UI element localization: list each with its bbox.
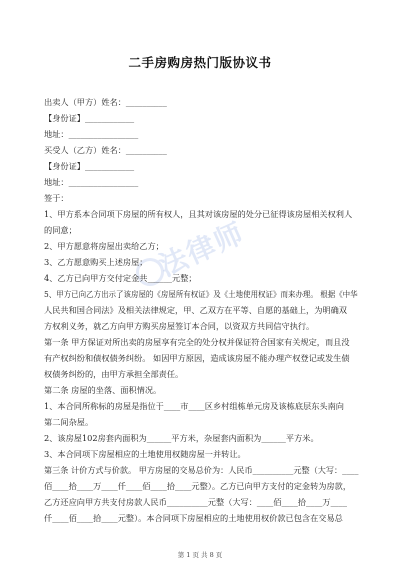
buyer-address-line: 地址：_________________ [44, 177, 139, 187]
clause-line: 2、甲方愿意将房屋出卖给乙方； [44, 241, 164, 251]
clause-line: 权债务纠纷的，由甲方承担全部责任。 [44, 369, 184, 379]
watermark: 法律师 [154, 215, 250, 283]
clause-line: 人民共和国合同法》及相关法律规定，甲、乙双方在平等、自愿的基础上，为明确双 [44, 305, 347, 315]
clause-line: 5、甲方已向乙方出示了该房屋的《房屋所有权证》及《土地使用权证》而来办理。 根据《中华 [44, 289, 358, 299]
clause-line: 4、乙方已向甲方交付定金共______元整； [44, 273, 197, 283]
page-number: 第 1 页 共 8 页 [177, 551, 223, 559]
signed-at-line: 签于： [44, 193, 69, 203]
buyer-name-line: 买受人（乙方）姓名：__________ [44, 145, 167, 155]
seller-name-line: 出卖人（甲方）姓名：__________ [44, 97, 167, 107]
clause-line: 第一条 甲方保证对所出卖的房屋享有完全的处分权并保证符合国家有关规定，而且没 [44, 337, 350, 347]
clause-line: 1、本合同所称标的房屋是指位于____市____区乡村组栋单元房及该栋底层东头南向 [44, 401, 344, 411]
seller-id-line: 【身份证】____________ [44, 113, 135, 123]
clause-line: 有产权纠纷和债权债务纠纷。 如因甲方原因，造成该房屋不能办理产权登记或发生债 [44, 353, 350, 363]
clause-line: 方权利义务，就乙方向甲方购买房屋签订本合同，以资双方共同信守执行。 [44, 321, 315, 331]
clause-line: 第二间杂屋。 [44, 417, 94, 427]
clause-line: 第二条 房屋的坐落、面积情况。 [44, 385, 162, 395]
seller-address-line: 地址：_________________ [44, 129, 139, 139]
clause-line: 佰____拾____万____仟____佰____拾____元整）。乙方已向甲方支付的定金转为房款， [44, 481, 352, 491]
clause-line: 3、乙方愿意购买上述房屋； [44, 257, 148, 267]
clause-line: 乙方还应向甲方共支付房款人民币__________元整（大写：____佰____拾____万____ [44, 497, 347, 507]
clause-line: 1、甲方系本合同项下房屋的所有权人，且其对该房屋的处分已征得该房屋相关权利人 [44, 209, 353, 219]
clause-line: 2、该房屋102房套内面积为______平方米，杂屋套内面积为______平方米。 [44, 433, 319, 443]
document-title: 二手房购房热门版协议书 [128, 55, 272, 70]
clause-line: 仟____佰____拾____元整）。本合同项下房屋相应的土地使用权价款已包含在交易总 [44, 513, 343, 523]
clause-line: 3、本合同项下房屋相应的土地使用权随房屋一并转让。 [44, 449, 246, 459]
buyer-id-line: 【身份证】____________ [44, 161, 135, 171]
clause-line: 第三条 计价方式与价款。 甲方房屋的交易总价为：人民币__________元整（大写：____ [44, 465, 359, 475]
clause-line: 的同意； [44, 225, 77, 235]
